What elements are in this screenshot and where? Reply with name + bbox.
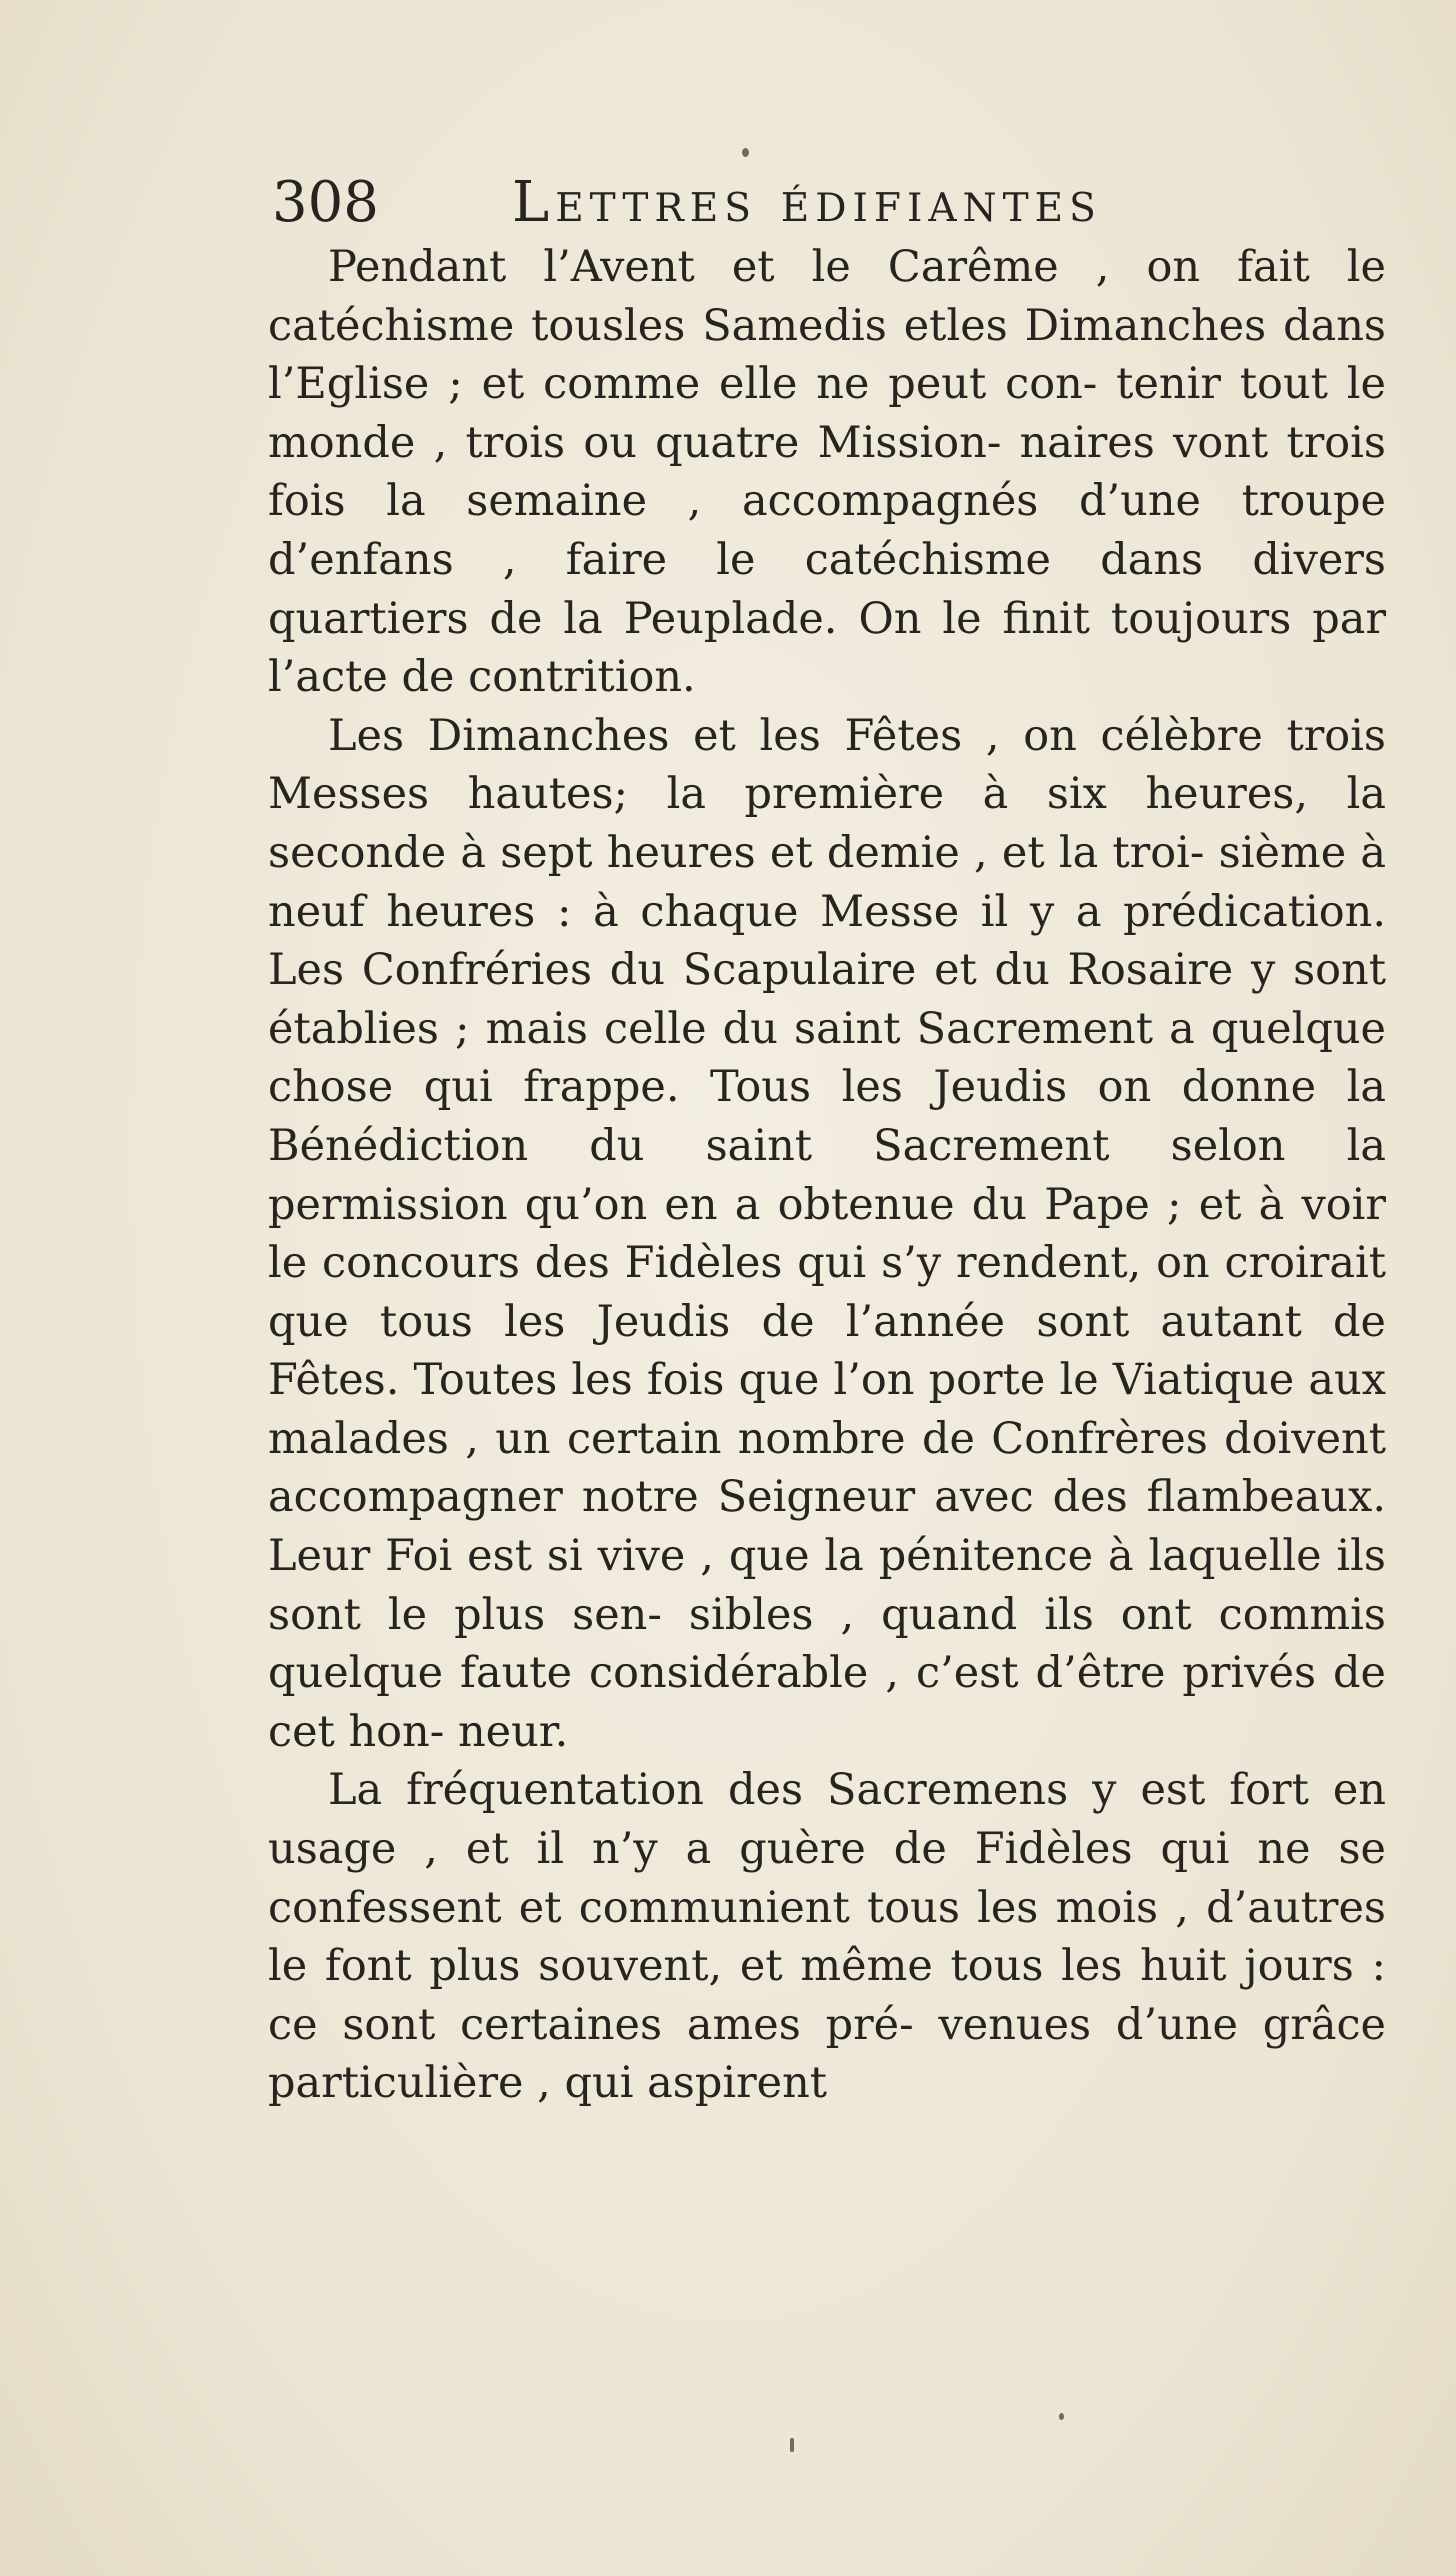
paper-speck xyxy=(790,2438,794,2452)
paper-speck xyxy=(742,148,749,157)
paragraph: La fréquentation des Sacremens y est fort en usage , et il n’y a guère de Fidèles qui ne se confessent et communient tous les mois , d’autres le font plus souvent, et même tous les huit jours : ce sont certaines ames pré- venues d’une grâce particulière , qui aspirent xyxy=(268,1765,1386,2109)
paragraph: Pendant l’Avent et le Carême , on fait le catéchisme tousles Samedis etles Dimanches dans l’Eglise ; et comme elle ne peut con- tenir tout le monde , trois ou quatre Mission- naires vont trois fois la semaine , accompagnés d’une troupe d’enfans , faire le catéchisme dans divers quartiers de la Peuplade. On le finit toujours par l’acte de contrition. xyxy=(268,242,1386,703)
body-text xyxy=(268,238,1386,2113)
page-header xyxy=(272,168,1422,238)
paragraph: Les Dimanches et les Fêtes , on célèbre trois Messes hautes; la première à six heures, la seconde à sept heures et demie , et la troi- sième à neuf heures : à chaque Messe il y a prédication. Les Confréries du Scapulaire et du Rosaire y sont établies ; mais celle du saint Sacrement a quelque chose qui frappe. Tous les Jeudis on donne la Bénédiction du saint Sacrement selon la permission qu’on en a obtenue du Pape ; et à voir le concours des Fidèles qui s’y rendent, on croirait que tous les Jeudis de l’année sont autant de Fêtes. Toutes les fois que l’on porte le Viatique aux malades , un certain nombre de Confrères doivent accompagner notre Seigneur avec des flambeaux. Leur Foi est si vive , que la pénitence à laquelle ils sont le plus sen- sibles , quand ils ont commis quelque faute considérable , c’est d’être privés de cet hon- neur. xyxy=(268,710,1386,1757)
paper-speck xyxy=(1059,2413,1064,2420)
running-title: Lettres édifiantes xyxy=(512,170,1102,235)
page-number: 308 xyxy=(272,170,379,235)
